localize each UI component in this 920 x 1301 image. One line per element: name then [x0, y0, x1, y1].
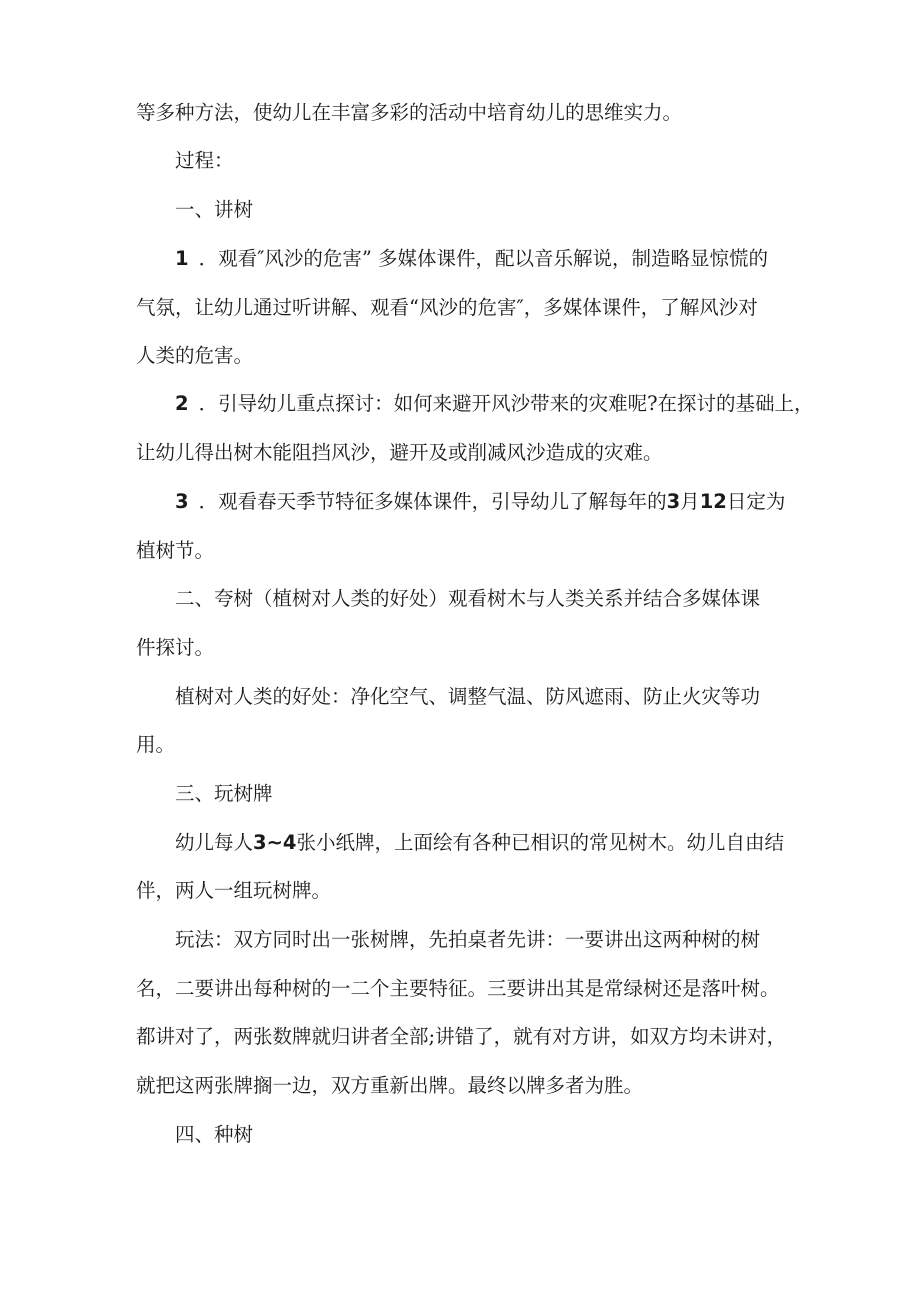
paragraph-line — [136, 344, 253, 368]
section-heading-1 — [175, 198, 253, 222]
paragraph-line — [175, 831, 784, 855]
paragraph-line — [175, 928, 760, 952]
line-text: 名，二要讲出每种树的一二个主要特征。三要讲出其是常绿树还是落叶树。 — [136, 977, 780, 1000]
line-text: 三、玩树牌 — [175, 782, 273, 805]
list-number: 3 — [175, 490, 189, 513]
list-number: 2 — [175, 392, 189, 415]
line-text: 件探讨。 — [136, 636, 215, 659]
line-text: 二、夸树（植树对人类的好处）观看树木与人类关系并结合多媒体课 — [175, 587, 761, 610]
line-text: 人类的危害。 — [136, 344, 254, 367]
section-heading-2 — [175, 587, 760, 611]
line-text: 月 — [680, 490, 700, 513]
line-text: 等多种方法，使幼儿在丰富多彩的活动中培育幼儿的思维实力。 — [136, 101, 683, 124]
line-text: 一、讲树 — [175, 198, 254, 221]
list-item-3 — [175, 490, 785, 514]
line-text: ．观看春天季节特征多媒体课件，引导幼儿了解每年的 — [198, 490, 667, 513]
paragraph-line — [136, 101, 682, 125]
line-text: 都讲对了，两张数牌就归讲者全部;讲错了，就有对方讲，如双方均未讲对， — [136, 1025, 787, 1048]
line-text: 让幼儿得出树木能阻挡风沙，避开及或削减风沙造成的灾难。 — [136, 441, 663, 464]
line-text: 四、种树 — [175, 1123, 254, 1146]
line-text: 日定为 — [726, 490, 786, 513]
list-number: 1 — [175, 247, 189, 270]
paragraph-line — [136, 1074, 643, 1098]
paragraph-line — [136, 441, 663, 465]
line-text: 幼儿每人 — [175, 831, 254, 854]
inline-number: 12 — [699, 490, 727, 513]
paragraph-line — [136, 879, 331, 903]
line-text: 就把这两张牌搁一边，双方重新出牌。最终以牌多者为胜。 — [136, 1074, 644, 1097]
paragraph-line — [136, 539, 214, 563]
inline-number: 3 — [666, 490, 681, 513]
section-heading-3 — [175, 782, 273, 806]
section-label-process — [175, 149, 234, 173]
paragraph-line — [136, 1025, 786, 1049]
line-text: 伴，两人一组玩树牌。 — [136, 879, 332, 902]
paragraph-line — [136, 636, 214, 660]
paragraph-line — [136, 733, 175, 757]
inline-number: 3~4 — [253, 831, 297, 854]
list-item-1 — [175, 247, 768, 271]
section-heading-4 — [175, 1123, 253, 1147]
line-text: ．引导幼儿重点探讨：如何来避开风沙带来的灾难呢?在探讨的基础上， — [198, 392, 814, 415]
line-text: 过程： — [175, 149, 234, 172]
line-text: 玩法：双方同时出一张树牌，先拍桌者先讲：一要讲出这两种树的树 — [175, 928, 761, 951]
line-text: 用。 — [136, 733, 176, 756]
line-text: 气氛，让幼儿通过听讲解、观看“风沙的危害″，多媒体课件，了解风沙对 — [136, 296, 758, 319]
paragraph-line — [175, 685, 760, 709]
line-text: 植树节。 — [136, 539, 215, 562]
paragraph-line — [136, 977, 780, 1001]
line-text: 张小纸牌，上面绘有各种已相识的常见树木。幼儿自由结 — [296, 831, 785, 854]
paragraph-line — [136, 296, 758, 320]
line-text: ．观看″风沙的危害” 多媒体课件，配以音乐解说，制造略显惊慌的 — [198, 247, 769, 270]
list-item-2 — [175, 392, 814, 416]
line-text: 植树对人类的好处：净化空气、调整气温、防风遮雨、防止火灾等功 — [175, 685, 761, 708]
